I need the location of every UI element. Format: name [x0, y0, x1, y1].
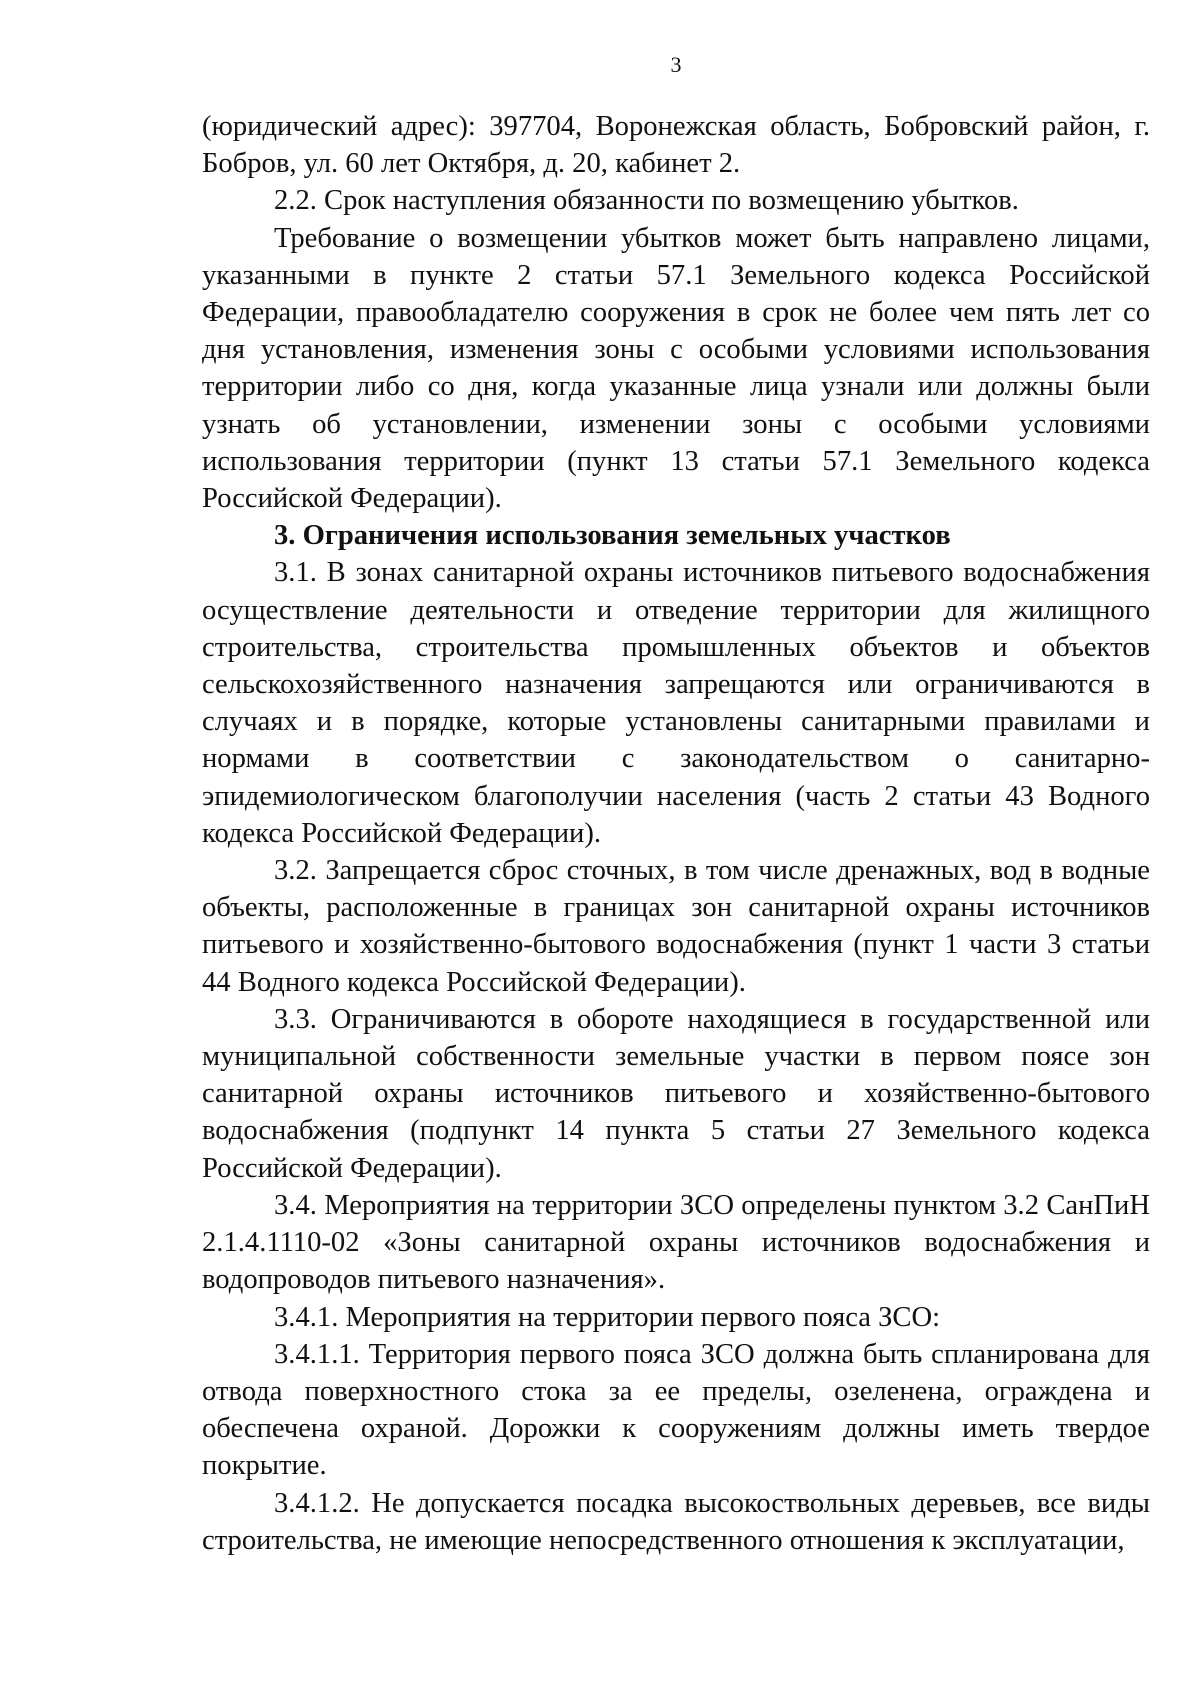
page-number: 3: [670, 52, 682, 77]
paragraph-claim-term: Требование о возмещении убытков может быть направлено лицами, указанными в пункте 2 статьи 57.1 Земельного кодекса Российской Федерации, правообладателю сооружения в срок не более чем пять лет со дня установления, изменения зоны с особыми условиями использования территории либо со дня, когда указанные лица узнали или должны были узнать об установлении, изменении зоны с особыми условиями использования территории (пункт 13 статьи 57.1 Земельного кодекса Российской Федерации).: [202, 222, 1150, 515]
paragraph-legal-address: (юридический адрес): 397704, Воронежская область, Бобровский район, г. Бобров, ул. 60 лет Октября, д. 20, кабинет 2.: [202, 111, 1150, 180]
paragraph-3-4-1-1: 3.4.1.1. Территория первого пояса ЗСО должна быть спланирована для отвода поверхностного стока за ее пределы, озеленена, ограждена и обеспечена охраной. Дорожки к сооружениям должны иметь твердое покрытие.: [202, 1338, 1150, 1482]
paragraph-3-4-1: 3.4.1. Мероприятия на территории первого пояса ЗСО:: [274, 1301, 941, 1333]
paragraph-3-2: 3.2. Запрещается сброс сточных, в том числе дренажных, вод в водные объекты, расположенные в границах зон санитарной охраны источников питьевого и хозяйственно-бытового водоснабжения (пункт 1 части 3 статьи 44 Водного кодекса Российской Федерации).: [202, 855, 1150, 998]
section-heading-3: 3. Ограничения использования земельных участков: [274, 520, 951, 552]
document-body: [202, 108, 1150, 1559]
paragraph-3-4: 3.4. Мероприятия на территории ЗСО определены пунктом 3.2 СанПиН 2.1.4.1110-02 «Зоны санитарной охраны источников водоснабжения и водопроводов питьевого назначения».: [202, 1189, 1150, 1296]
paragraph-3-1: 3.1. В зонах санитарной охраны источников питьевого водоснабжения осуществление деятельности и отведение территории для жилищного строительства, строительства промышленных объектов и объектов сельскохозяйственного назначения запрещаются или ограничиваются в случаях и в порядке, которые установлены санитарными правилами и нормами в соответствии с законодательством о санитарно-эпидемиологическом благополучии населения (часть 2 статьи 43 Водного кодекса Российской Федерации).: [202, 557, 1150, 849]
paragraph-3-3: 3.3. Ограничиваются в обороте находящиеся в государственной или муниципальной собственности земельные участки в первом поясе зон санитарной охраны источников питьевого и хозяйственно-бытового водоснабжения (подпункт 14 пункта 5 статьи 27 Земельного кодекса Российской Федерации).: [202, 1003, 1150, 1184]
paragraph-2-2: 2.2. Срок наступления обязанности по возмещению убытков.: [274, 185, 1019, 217]
paragraph-3-4-1-2: 3.4.1.2. Не допускается посадка высокоствольных деревьев, все виды строительства, не имеющие непосредственного отношения к эксплуатации,: [202, 1487, 1150, 1556]
